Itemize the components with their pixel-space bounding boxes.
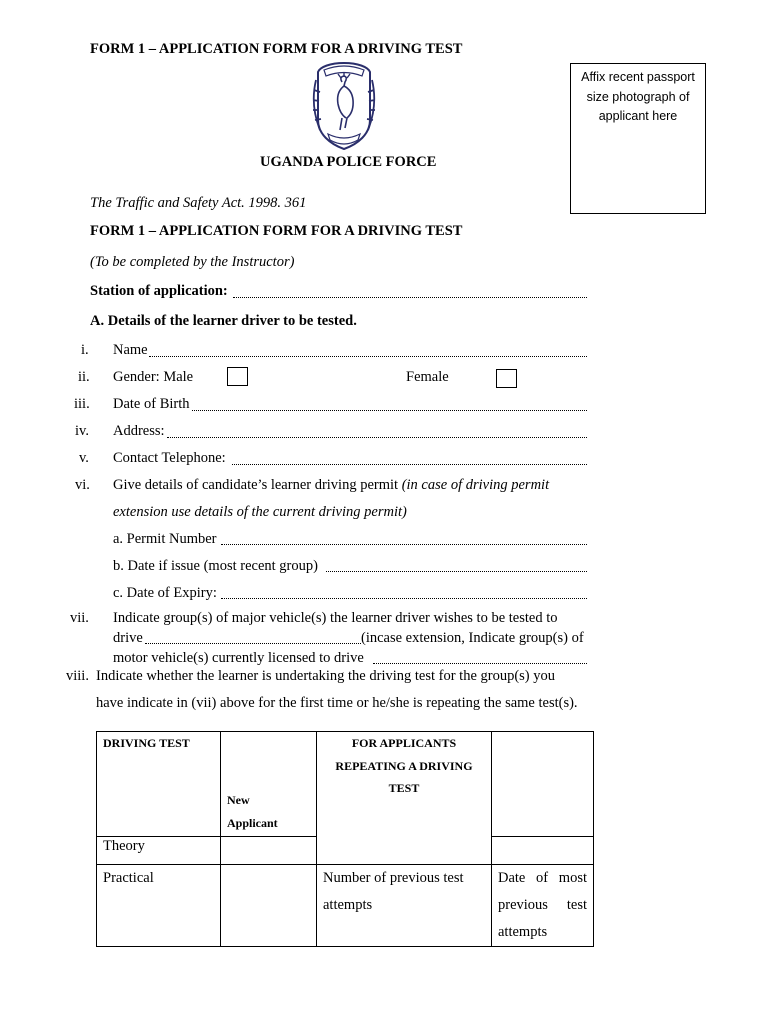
header-new-applicant-l2: Applicant [227,815,278,830]
header-repeating [317,732,492,865]
telephone-label: Contact Telephone: [113,450,226,466]
dob-label: Date of Birth [113,396,190,412]
driving-test-table [96,731,594,947]
issue-date-label: b. Date if issue (most recent group) [113,558,318,574]
item-number: iv. [75,423,89,439]
photo-box [570,63,706,214]
header-repeating-l1: FOR APPLICANTS [351,736,457,750]
gender-female-label: Female [406,369,449,385]
item-number: vi. [75,477,90,493]
table-row [97,865,594,947]
form-title: FORM 1 – APPLICATION FORM FOR A DRIVING TEST [90,223,463,239]
header-empty [492,732,594,837]
name-label: Name [113,342,148,358]
groups-line1: Indicate group(s) of major vehicle(s) the learner driver wishes to be tested to [113,610,558,626]
act-reference: The Traffic and Safety Act. 1998. 361 [90,195,307,211]
address-field[interactable] [167,437,587,438]
permit-instructions-text: Give details of candidate’s learner driving permit [113,477,402,493]
section-a-heading: A. Details of the learner driver to be tested. [90,313,357,329]
groups-drive-field[interactable] [145,643,361,644]
row-theory-label: Theory [97,837,221,865]
name-field[interactable] [149,356,587,357]
police-crest [308,60,380,152]
groups-line2: (incase extension, Indicate group(s) of [361,630,584,646]
completed-by-note: (To be completed by the Instructor) [90,254,295,270]
header-driving-test: DRIVING TEST [97,732,221,837]
previous-attempts-cell [317,865,492,947]
permit-number-field[interactable] [221,544,587,545]
row-practical-label: Practical [97,865,221,947]
crest-icon [308,60,380,152]
permit-instructions-italic: (in case of driving permit [401,477,550,493]
date-most-previous-l3: attempts [498,924,548,940]
female-checkbox[interactable] [496,369,517,388]
test-status-line2: have indicate in (vii) above for the first time or he/she is repeating the same test(s). [96,695,578,711]
permit-number-label: a. Permit Number [113,531,217,547]
licensed-groups-field[interactable] [373,663,587,664]
date-most-previous-l2: previous test [498,897,587,913]
header-new-applicant [221,732,317,837]
station-label: Station of application: [90,283,228,299]
permit-instructions [113,477,549,494]
header-repeating-l2: REPEATING A DRIVING [335,758,473,773]
theory-date-cell[interactable] [492,837,594,865]
form-title-top: FORM 1 – APPLICATION FORM FOR A DRIVING TEST [90,41,463,57]
practical-new-applicant-cell[interactable] [221,865,317,947]
item-number: viii. [66,668,89,684]
org-name: UGANDA POLICE FORCE [260,154,437,170]
test-status-line1: Indicate whether the learner is undertaking the driving test for the group(s) you [96,668,556,684]
header-repeating-l3: TEST [388,781,420,795]
previous-attempts-l1: Number of previous test [323,870,464,886]
item-number: v. [79,450,89,466]
item-number: i. [81,342,89,358]
date-most-previous-cell [492,865,594,947]
theory-new-applicant-cell[interactable] [221,837,317,865]
expiry-date-field[interactable] [221,598,587,599]
header-new-applicant-l1: New [227,793,250,807]
gender-male-label: Gender: Male [113,369,194,385]
issue-date-field[interactable] [326,571,587,572]
permit-instructions-italic-cont: extension use details of the current driving permit) [113,504,407,520]
photo-box-line1: Affix recent passport [581,70,695,84]
photo-box-line3: applicant here [598,109,678,123]
photo-box-line2: size photograph of [586,89,690,104]
expiry-date-label: c. Date of Expiry: [113,585,217,601]
previous-attempts-l2: attempts [323,897,373,913]
item-number: ii. [78,369,90,385]
item-number: vii. [70,610,89,626]
date-most-previous-l1: Date of most [498,870,587,886]
table-row [97,732,594,837]
item-number: iii. [74,396,90,412]
telephone-field[interactable] [232,464,587,465]
groups-line3: motor vehicle(s) currently licensed to drive [113,650,364,666]
groups-drive-label: drive [113,630,143,646]
station-field[interactable] [233,297,587,298]
address-label: Address: [113,423,165,439]
male-checkbox[interactable] [227,367,248,386]
dob-field[interactable] [192,410,587,411]
